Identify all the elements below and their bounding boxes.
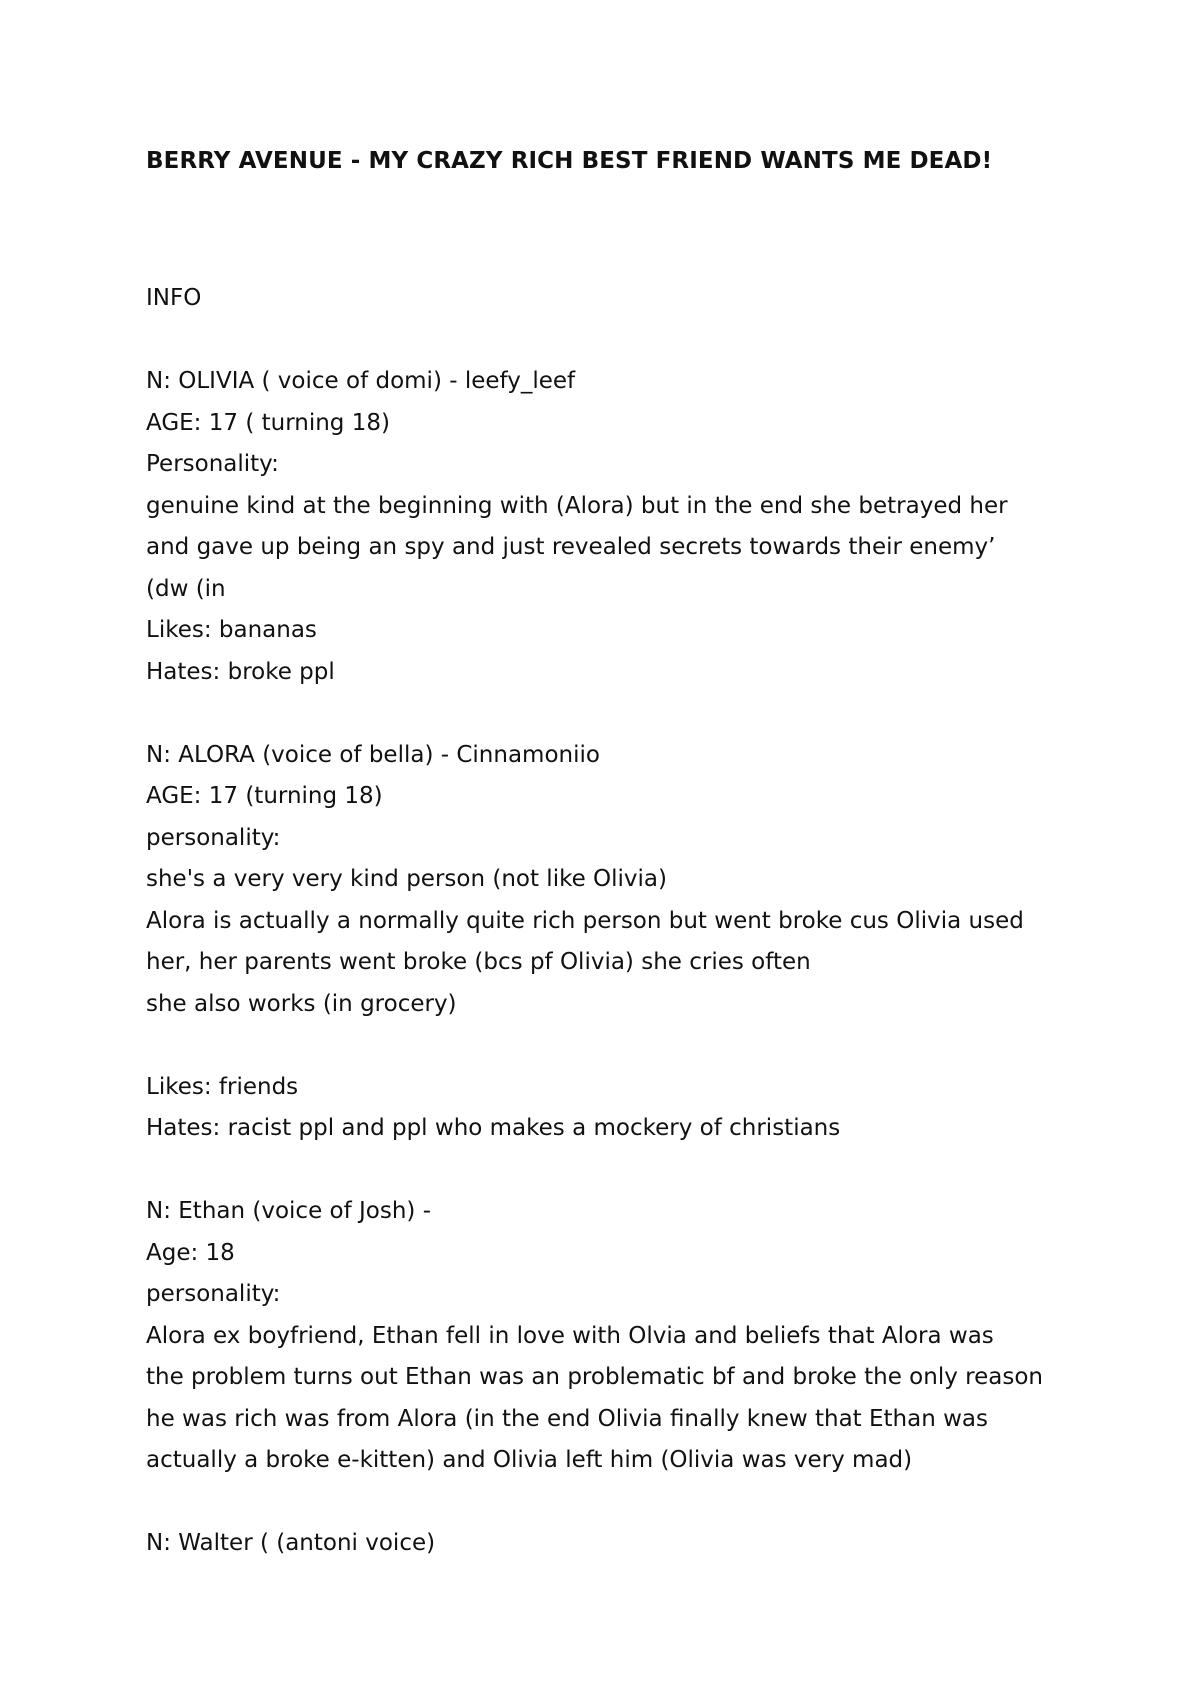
personality-text-line: the problem turns out Ethan was an problematic bf and broke the only reason bbox=[146, 1364, 1043, 1390]
personality-label: personality: bbox=[146, 824, 281, 851]
personality-text-line: actually a broke e-kitten) and Olivia left him (Olivia was very mad) bbox=[146, 1447, 913, 1473]
spacer bbox=[146, 1150, 1086, 1192]
personality-text-line: he was rich was from Alora (in the end Olivia finally knew that Ethan was bbox=[146, 1405, 988, 1432]
character-name-line: N: OLIVIA ( voice of domi) - leefy_leef bbox=[146, 368, 576, 394]
personality-text-line: Alora ex boyfriend, Ethan fell in love with Olvia and beliefs that Alora was bbox=[146, 1322, 994, 1349]
personality-label: Personality: bbox=[146, 451, 279, 477]
character-age-line: AGE: 17 (turning 18) bbox=[146, 783, 383, 809]
personality-text-line: her, her parents went broke (bcs pf Olivia) she cries often bbox=[146, 949, 811, 975]
personality-text-line: (dw (in bbox=[146, 575, 226, 602]
character-name-line: N: Ethan (voice of Josh) - bbox=[146, 1198, 432, 1224]
section-heading-info: INFO bbox=[146, 285, 202, 311]
character-block-alora bbox=[146, 735, 1086, 1150]
character-name-line: N: ALORA (voice of bella) - Cinnamoniio bbox=[146, 741, 600, 768]
personality-text-line: genuine kind at the beginning with (Alora) but in the end she betrayed her bbox=[146, 492, 1008, 519]
personality-text-line: and gave up being an spy and just revealed secrets towards their enemy’ bbox=[146, 534, 996, 560]
character-name-line: N: Walter ( (antoni voice) bbox=[146, 1530, 436, 1556]
spacer bbox=[146, 320, 1086, 362]
likes-line: Likes: bananas bbox=[146, 617, 317, 643]
personality-text-line: Alora is actually a normally quite rich person but went broke cus Olivia used bbox=[146, 907, 1024, 934]
character-block-ethan bbox=[146, 1191, 1086, 1482]
document-body bbox=[146, 278, 1086, 1565]
character-age-line: Age: 18 bbox=[146, 1239, 235, 1266]
spacer bbox=[146, 1025, 1086, 1067]
document-title: BERRY AVENUE - MY CRAZY RICH BEST FRIEND WANTS ME DEAD! bbox=[146, 148, 993, 174]
hates-line: Hates: broke ppl bbox=[146, 658, 335, 685]
character-age-line: AGE: 17 ( turning 18) bbox=[146, 409, 390, 436]
personality-label: personality: bbox=[146, 1281, 281, 1307]
character-block-olivia bbox=[146, 361, 1086, 693]
personality-text-line: she also works (in grocery) bbox=[146, 990, 457, 1017]
personality-text-line: she's a very very kind person (not like Olivia) bbox=[146, 866, 668, 892]
spacer bbox=[146, 1482, 1086, 1524]
likes-line: Likes: friends bbox=[146, 1073, 299, 1100]
spacer bbox=[146, 693, 1086, 735]
hates-line: Hates: racist ppl and ppl who makes a mockery of christians bbox=[146, 1115, 841, 1141]
character-block-walter bbox=[146, 1523, 1086, 1565]
